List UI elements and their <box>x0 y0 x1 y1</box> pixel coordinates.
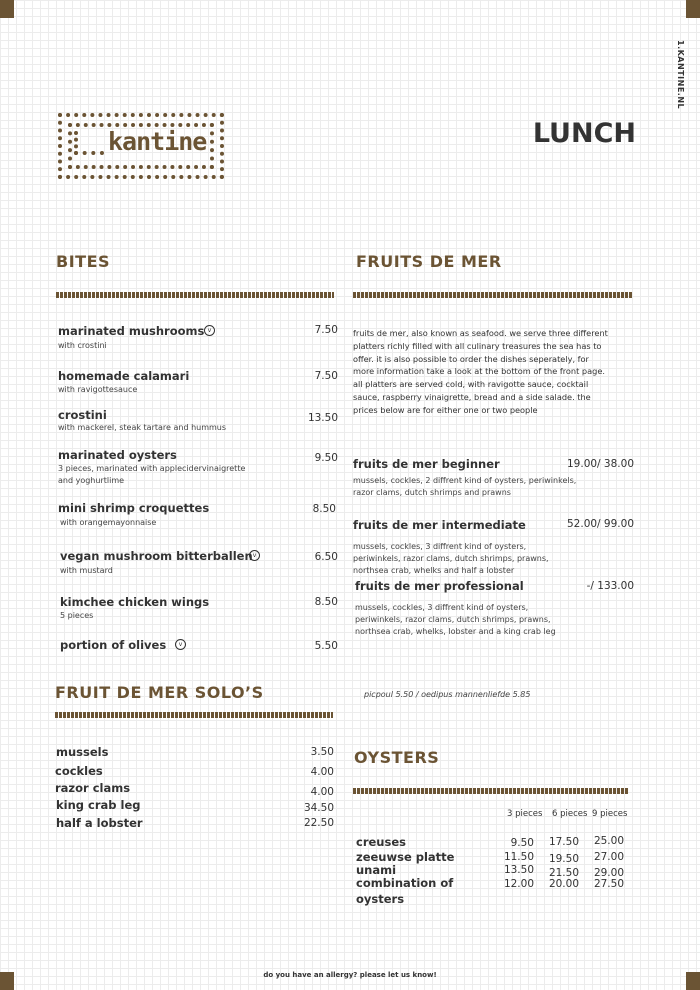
item-name: marinated oysters <box>58 448 177 462</box>
side-website-label: 1.KANTINE.NL <box>676 40 685 110</box>
item-name: crostini <box>58 408 107 422</box>
item-price: 29.00 <box>593 867 624 879</box>
item-desc: with orangemayonnaise <box>60 518 157 527</box>
item-price: 8.50 <box>312 503 336 515</box>
item-price: 17.50 <box>548 836 579 848</box>
fruits-de-mer-intro: fruits de mer, also known as seafood. we serve three different platters richly filled with all culinary treasures the sea has to offer. it is also possible to order the dishes seperately, for more information take a look at the bottom of the front page. all platters are served cold, with ravigotte sauce, cocktail sauce, raspberry vinaigrette, bread and a side salade. the prices below are for either one or two people <box>353 328 608 415</box>
logo-mark <box>74 131 104 155</box>
allergy-footer: do you have an allergy? please let us know! <box>263 971 437 979</box>
vegetarian-icon: v <box>175 639 186 650</box>
item-name: mini shrimp croquettes <box>58 501 210 515</box>
item-desc: with mackerel, steak tartare and hummus <box>58 423 227 432</box>
item-price: 27.50 <box>593 878 624 890</box>
item-price: 8.50 <box>314 596 338 608</box>
item-price: 9.50 <box>510 837 534 849</box>
item-desc: mussels, cockles, 3 diffrent kind of oysters, <box>353 542 527 551</box>
item-name: half a lobster <box>56 816 143 830</box>
item-name: creuses <box>356 835 406 849</box>
wine-pairing-note: picpoul 5.50 / oedipus mannenliefde 5.85 <box>364 690 531 699</box>
item-desc: with ravigottesauce <box>58 385 138 394</box>
item-name: fruits de mer intermediate <box>353 518 526 532</box>
bites-title: BITES <box>56 252 111 271</box>
item-name: oysters <box>356 892 405 906</box>
solos-title: FRUIT DE MER SOLO’S <box>55 683 264 702</box>
bites-divider <box>56 292 334 298</box>
item-price: 25.00 <box>593 835 624 847</box>
page-title: LUNCH <box>532 118 636 149</box>
logo-wordmark: kantine <box>108 127 207 156</box>
item-name: fruits de mer professional <box>355 579 524 593</box>
item-price: 5.50 <box>314 640 338 652</box>
item-price: 21.50 <box>548 867 579 879</box>
item-name: combination of <box>356 876 454 890</box>
item-desc: and yoghurtlime <box>58 476 125 485</box>
item-price: 9.50 <box>314 452 338 464</box>
item-price: 13.50 <box>307 412 338 424</box>
item-desc: periwinkels, razor clams, dutch shrimps, prawns, <box>355 615 551 624</box>
kantine-logo <box>58 113 224 179</box>
item-name: portion of olives <box>60 638 167 652</box>
item-desc: 3 pieces, marinated with applecidervinaigrette <box>58 464 246 473</box>
vegetarian-icon: v <box>204 325 215 336</box>
item-price: 12.00 <box>503 878 534 890</box>
fruits-de-mer-divider <box>353 292 633 298</box>
solos-divider <box>55 712 333 718</box>
item-price: 19.00/ 38.00 <box>567 458 634 470</box>
item-desc: with crostini <box>58 341 107 350</box>
item-price: 7.50 <box>314 324 338 336</box>
item-price: 20.00 <box>548 878 579 890</box>
item-name: razor clams <box>55 781 131 795</box>
item-desc: mussels, cockles, 3 diffrent kind of oysters, <box>355 603 529 612</box>
item-price: 4.00 <box>310 766 334 778</box>
item-desc: 5 pieces <box>60 611 94 620</box>
item-name: cockles <box>55 764 103 778</box>
item-price: 52.00/ 99.00 <box>567 518 634 530</box>
item-price: 6.50 <box>314 551 338 563</box>
item-name: marinated mushrooms <box>58 324 205 338</box>
column-header: 9 pieces <box>592 809 628 819</box>
item-price: 4.00 <box>310 786 334 798</box>
item-price: 22.50 <box>303 817 334 829</box>
item-price: 27.00 <box>593 851 624 863</box>
item-price: 34.50 <box>303 802 334 814</box>
vegetarian-icon: v <box>249 550 260 561</box>
item-desc: periwinkels, razor clams, dutch shrimps, prawns, <box>353 554 549 563</box>
item-price: 13.50 <box>503 864 534 876</box>
fruits-de-mer-title: FRUITS DE MER <box>356 252 502 271</box>
item-name: unami <box>356 863 397 877</box>
item-name: homemade calamari <box>58 369 190 383</box>
item-price: 3.50 <box>310 746 334 758</box>
item-name: king crab leg <box>56 798 141 812</box>
item-name: vegan mushroom bitterballen <box>60 549 253 563</box>
item-desc: northsea crab, whelks, lobster and a king crab leg <box>355 627 556 636</box>
item-desc: razor clams, dutch shrimps and prawns <box>353 488 511 497</box>
oysters-divider <box>353 788 629 794</box>
item-desc: with mustard <box>60 566 113 575</box>
item-price: 11.50 <box>503 851 534 863</box>
item-name: kimchee chicken wings <box>60 595 210 609</box>
item-price: 19.50 <box>548 853 579 865</box>
oysters-title: OYSTERS <box>354 748 440 767</box>
column-header: 3 pieces <box>507 809 543 819</box>
item-price: 7.50 <box>314 370 338 382</box>
item-name: zeeuwse platte <box>356 850 455 864</box>
corner-mark-top-right <box>686 0 700 18</box>
item-desc: mussels, cockles, 2 diffrent kind of oysters, periwinkels, <box>353 476 577 485</box>
corner-mark-top-left <box>0 0 14 18</box>
item-desc: northsea crab, whelks and half a lobster <box>353 566 515 575</box>
item-price: -/ 133.00 <box>586 580 634 592</box>
item-name: fruits de mer beginner <box>353 457 500 471</box>
column-header: 6 pieces <box>552 809 588 819</box>
item-name: mussels <box>56 745 109 759</box>
